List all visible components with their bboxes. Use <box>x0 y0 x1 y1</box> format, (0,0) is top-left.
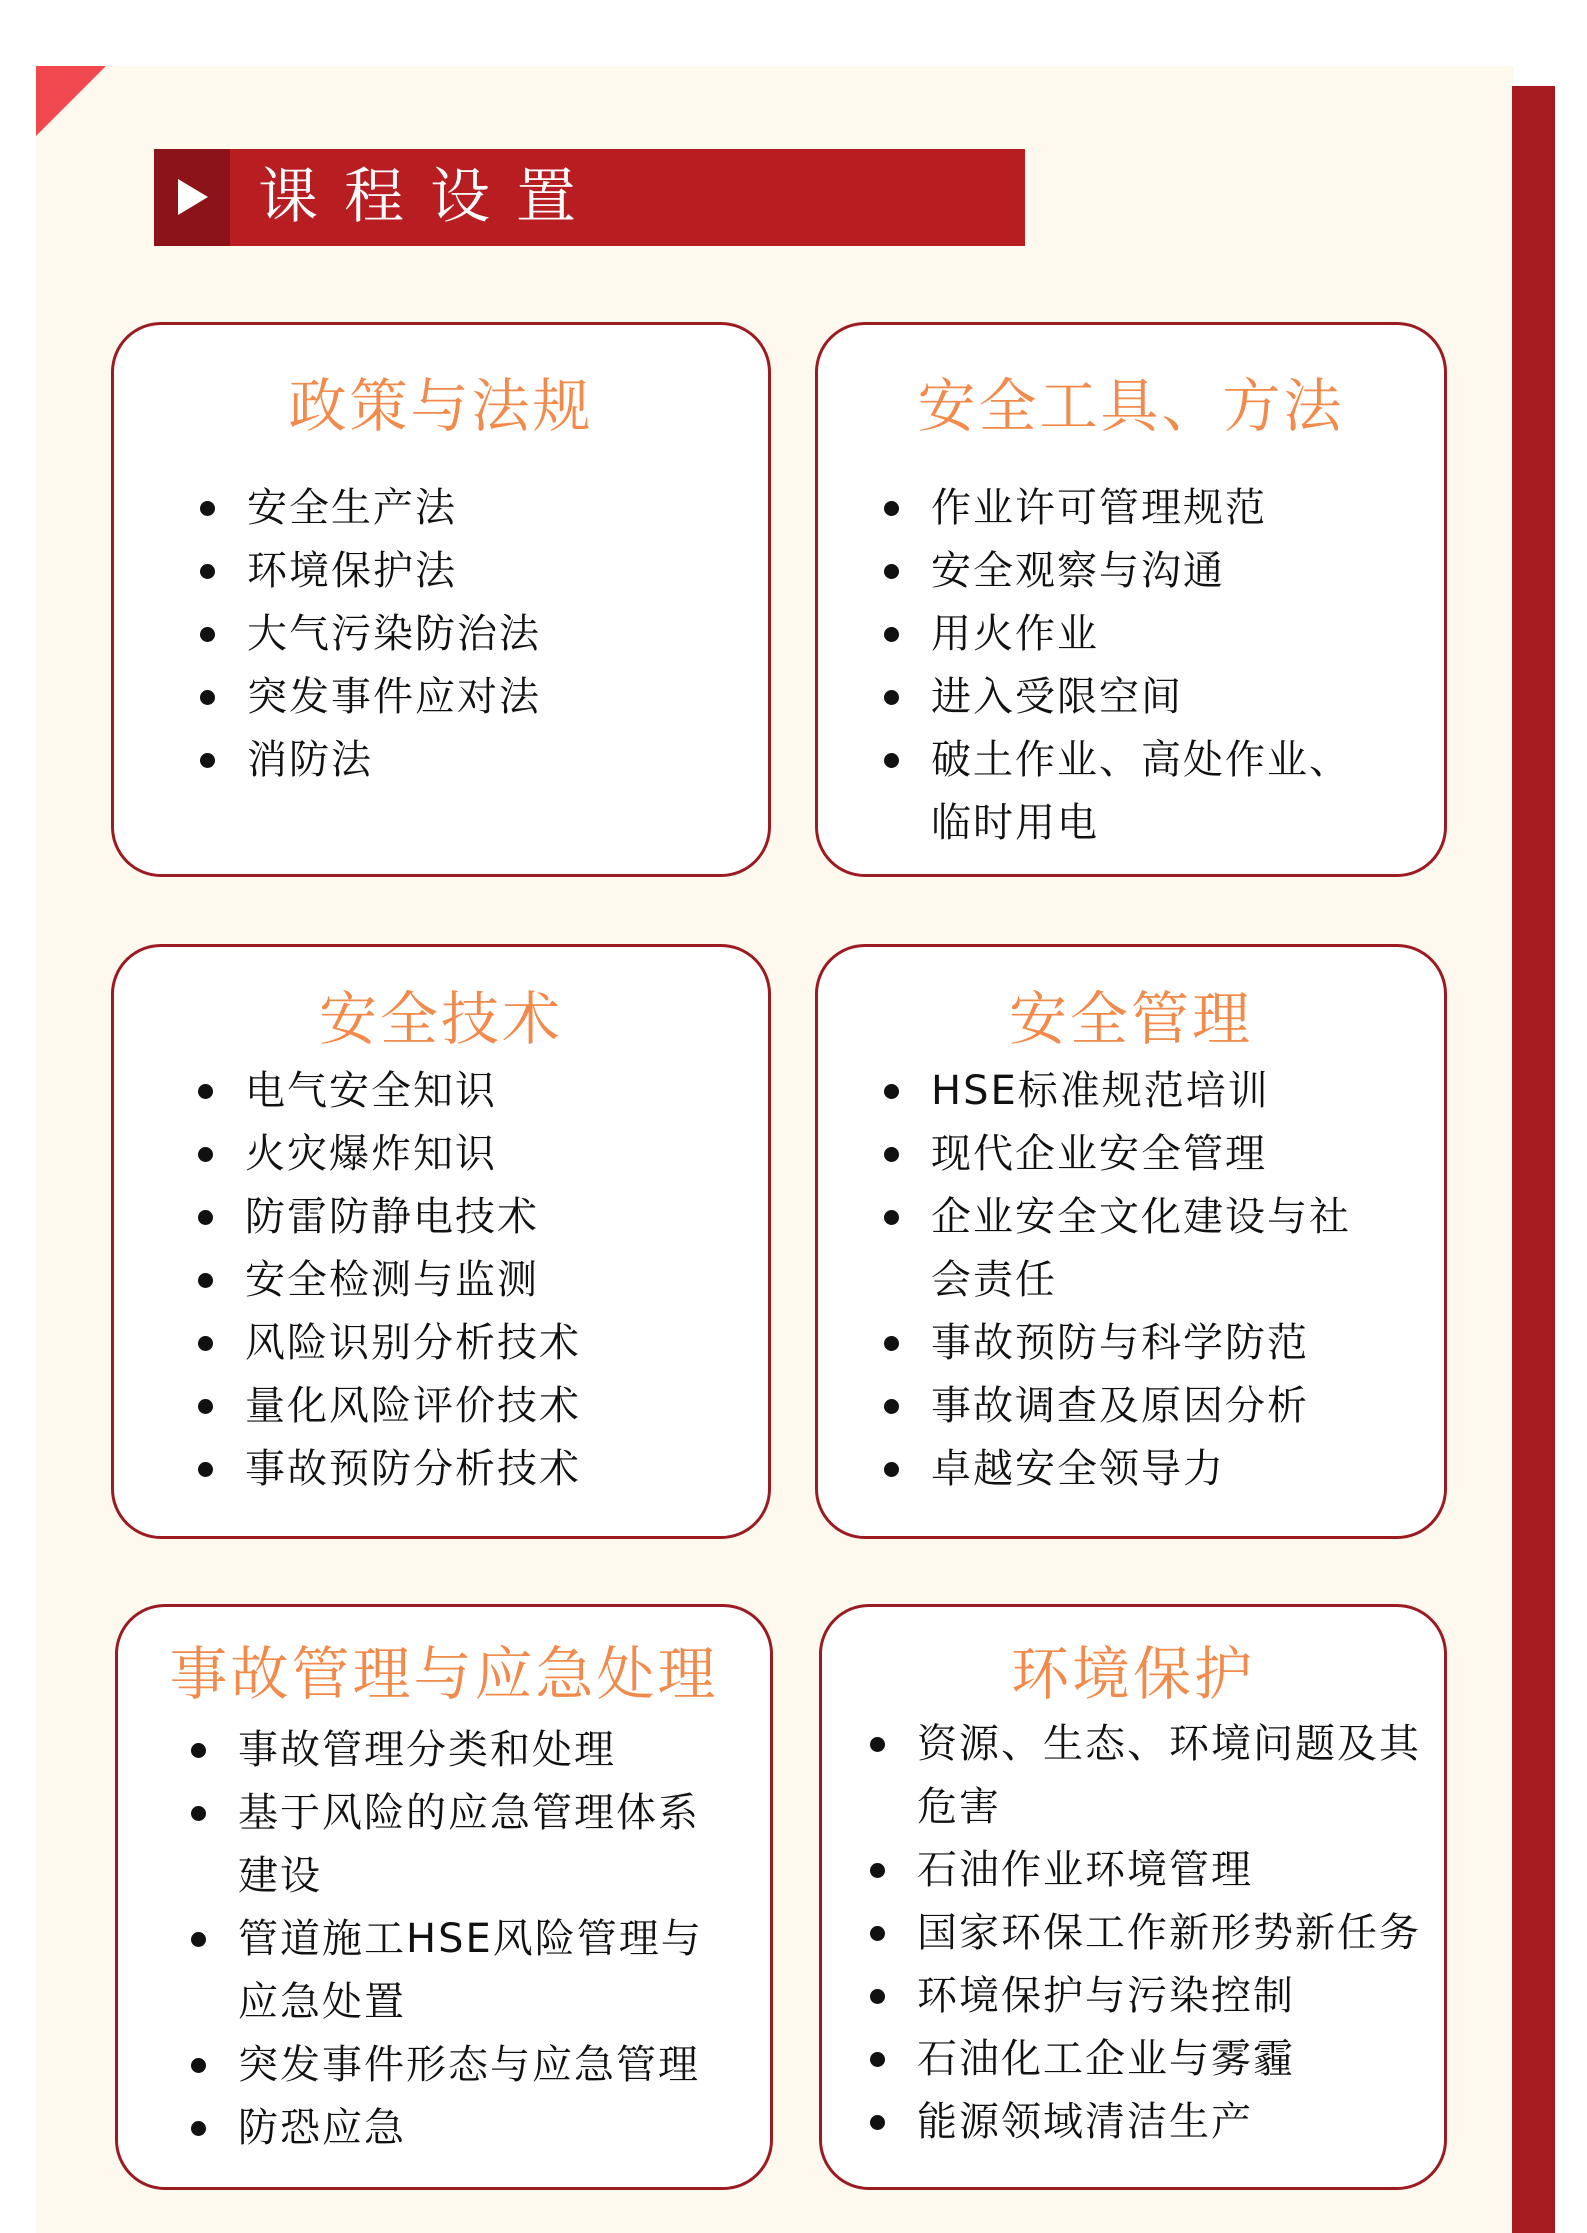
list-item: 电气安全知识 <box>198 1060 738 1123</box>
card-title: 政策与法规 <box>288 372 594 440</box>
list-item: 事故管理分类和处理 <box>191 1719 711 1782</box>
card-safety-management <box>815 944 1447 1539</box>
list-item: 资源、生态、环境问题及其危害 <box>870 1713 1430 1839</box>
list-item: 卓越安全领导力 <box>884 1438 1354 1501</box>
list-item: 事故预防与科学防范 <box>884 1312 1354 1375</box>
list-item: 事故预防分析技术 <box>198 1438 738 1501</box>
list-item: 石油作业环境管理 <box>870 1839 1430 1902</box>
list-item: 用火作业 <box>884 603 1354 666</box>
list-item: 安全生产法 <box>200 477 740 540</box>
card-title: 安全技术 <box>318 985 563 1053</box>
card-incident-emergency <box>115 1604 773 2190</box>
list-item: 环境保护法 <box>200 540 740 603</box>
list-item: 能源领域清洁生产 <box>870 2091 1430 2154</box>
list-item: 管道施工HSE风险管理与应急处置 <box>191 1908 711 2034</box>
list-item: 进入受限空间 <box>884 666 1354 729</box>
list-item: 安全检测与监测 <box>198 1249 738 1312</box>
card-environmental-protection <box>819 1604 1447 2190</box>
card-title: 安全工具、方法 <box>917 372 1345 440</box>
card-item-list <box>884 1060 1354 1501</box>
list-item: 基于风险的应急管理体系建设 <box>191 1782 711 1908</box>
card-item-list <box>191 1719 711 2160</box>
card-safety-technology <box>111 944 771 1539</box>
list-item: 火灾爆炸知识 <box>198 1123 738 1186</box>
list-item: 防雷防静电技术 <box>198 1186 738 1249</box>
list-item: 风险识别分析技术 <box>198 1312 738 1375</box>
list-item: 石油化工企业与雾霾 <box>870 2028 1430 2091</box>
list-item: HSE标准规范培训 <box>884 1060 1354 1123</box>
list-item: 事故调查及原因分析 <box>884 1375 1354 1438</box>
right-edge-bar <box>1512 86 1555 2233</box>
list-item: 破土作业、高处作业、临时用电 <box>884 729 1354 855</box>
list-item: 消防法 <box>200 729 740 792</box>
section-title: 课程设置 <box>258 162 602 232</box>
card-policy-law <box>111 322 771 877</box>
card-item-list <box>870 1713 1430 2154</box>
card-safety-tools-methods <box>815 322 1447 877</box>
card-item-list <box>198 1060 738 1501</box>
card-title: 事故管理与应急处理 <box>169 1640 719 1708</box>
section-header <box>154 149 1025 246</box>
card-item-list <box>200 477 740 792</box>
corner-decoration <box>36 66 106 136</box>
card-title: 环境保护 <box>1010 1640 1255 1708</box>
list-item: 安全观察与沟通 <box>884 540 1354 603</box>
list-item: 突发事件形态与应急管理 <box>191 2034 711 2097</box>
list-item: 作业许可管理规范 <box>884 477 1354 540</box>
list-item: 环境保护与污染控制 <box>870 1965 1430 2028</box>
list-item: 国家环保工作新形势新任务 <box>870 1902 1430 1965</box>
card-title: 安全管理 <box>1008 985 1253 1053</box>
card-item-list <box>884 477 1354 855</box>
list-item: 防恐应急 <box>191 2097 711 2160</box>
list-item: 企业安全文化建设与社会责任 <box>884 1186 1354 1312</box>
play-icon <box>154 149 230 246</box>
list-item: 大气污染防治法 <box>200 603 740 666</box>
list-item: 现代企业安全管理 <box>884 1123 1354 1186</box>
list-item: 突发事件应对法 <box>200 666 740 729</box>
list-item: 量化风险评价技术 <box>198 1375 738 1438</box>
